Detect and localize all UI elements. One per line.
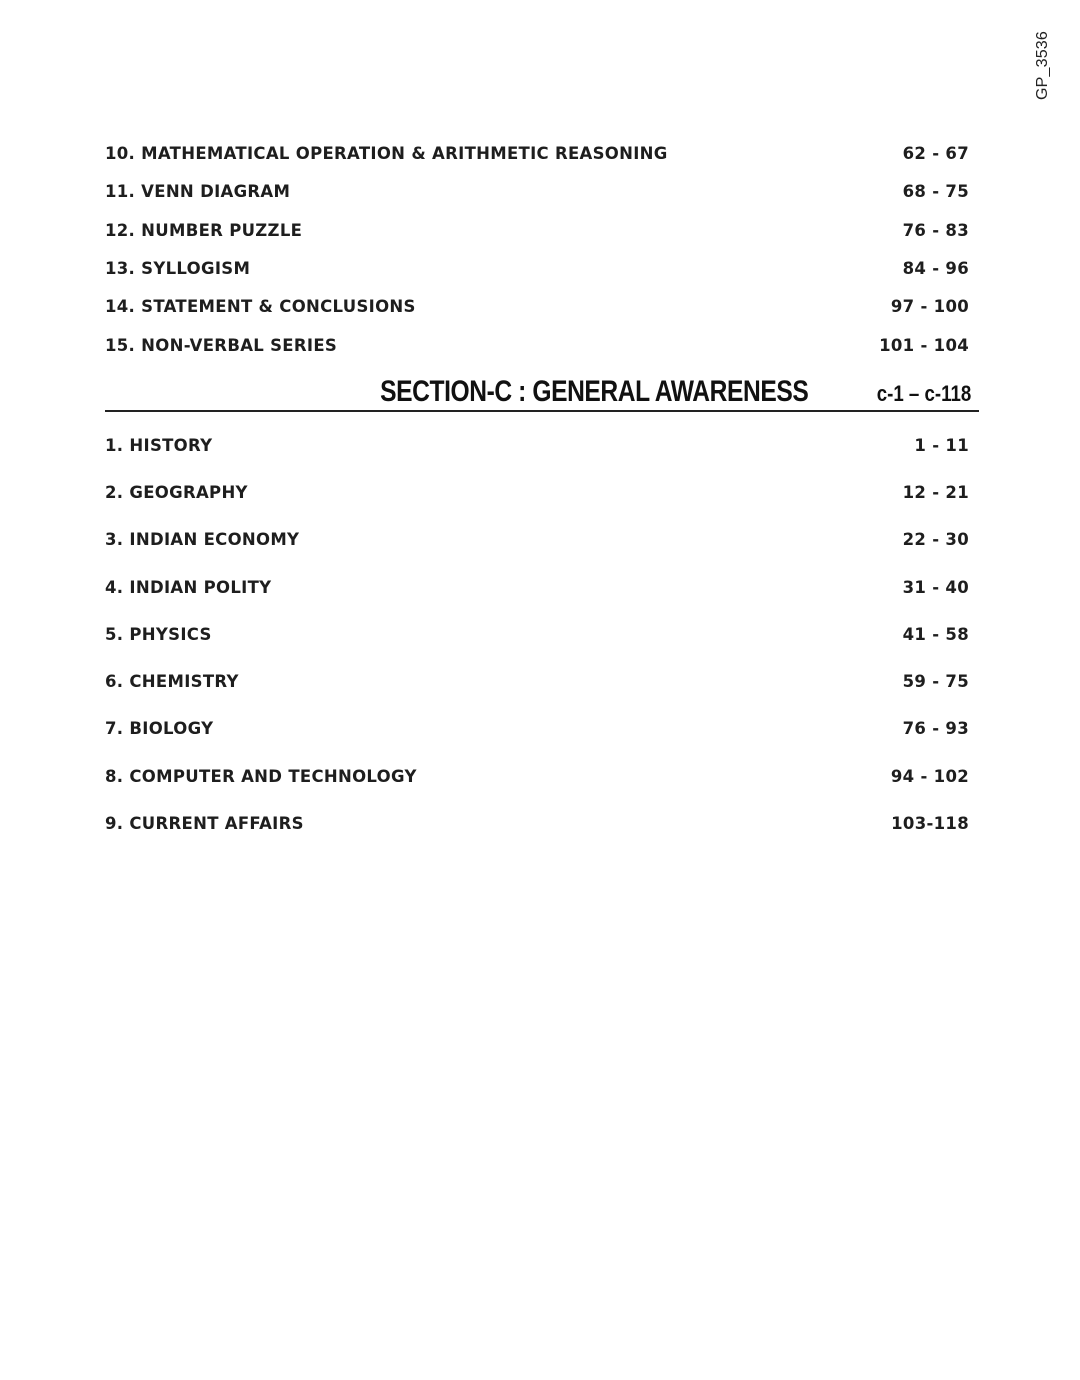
toc-entry-pages: 84 - 96	[902, 258, 969, 278]
toc-entry-pages: 68 - 75	[902, 181, 969, 201]
toc-entry-number-puzzle	[105, 218, 969, 242]
toc-entry-syllogism	[105, 256, 969, 280]
toc-entry-pages: 1 - 11	[914, 435, 969, 455]
toc-entry-pages: 76 - 83	[902, 220, 969, 240]
toc-entry-pages: 59 - 75	[902, 671, 969, 691]
toc-entry-pages: 97 - 100	[890, 296, 969, 316]
toc-entry-non-verbal-series	[105, 333, 969, 357]
toc-entry-pages: 12 - 21	[902, 482, 969, 502]
toc-entry-title: 5. PHYSICS	[105, 624, 212, 644]
document-code: GP_3536	[1034, 30, 1051, 100]
toc-entry-title: 2. GEOGRAPHY	[105, 482, 248, 502]
toc-entry-geography	[105, 480, 969, 504]
toc-entry-history	[105, 433, 969, 457]
toc-entry-title: 10. MATHEMATICAL OPERATION & ARITHMETIC REASONING	[105, 143, 668, 163]
toc-entry-title: 1. HISTORY	[105, 435, 213, 455]
toc-entry-statement-conclusions	[105, 294, 969, 318]
toc-entry-title: 9. CURRENT AFFAIRS	[105, 813, 304, 833]
toc-entry-venn-diagram	[105, 179, 969, 203]
toc-entry-pages: 94 - 102	[890, 766, 969, 786]
toc-entry-indian-economy	[105, 527, 969, 551]
toc-entry-title: 11. VENN DIAGRAM	[105, 181, 291, 201]
toc-entry-pages: 31 - 40	[902, 577, 969, 597]
toc-entry-pages: 22 - 30	[902, 529, 969, 549]
toc-entry-computer-technology	[105, 764, 969, 788]
section-title: SECTION-C : GENERAL AWARENESS	[380, 375, 809, 408]
toc-entry-biology	[105, 716, 969, 740]
toc-entry-indian-polity	[105, 575, 969, 599]
toc-entry-pages: 103-118	[891, 813, 969, 833]
toc-entry-title: 13. SYLLOGISM	[105, 258, 251, 278]
toc-entry-title: 8. COMPUTER AND TECHNOLOGY	[105, 766, 417, 786]
toc-entry-chemistry	[105, 669, 969, 693]
toc-entry-title: 6. CHEMISTRY	[105, 671, 239, 691]
toc-entry-title: 12. NUMBER PUZZLE	[105, 220, 303, 240]
toc-entry-title: 3. INDIAN ECONOMY	[105, 529, 300, 549]
toc-entry-current-affairs	[105, 811, 969, 835]
toc-entry-title: 15. NON-VERBAL SERIES	[105, 335, 338, 355]
toc-entry-pages: 62 - 67	[902, 143, 969, 163]
section-heading	[105, 374, 979, 412]
section-page-range: c-1 – c-118	[876, 381, 971, 406]
toc-entry-title: 7. BIOLOGY	[105, 718, 214, 738]
toc-entry-physics	[105, 622, 969, 646]
toc-entry-pages: 76 - 93	[902, 718, 969, 738]
toc-entry-mathematical-operation	[105, 141, 969, 165]
toc-entry-title: 4. INDIAN POLITY	[105, 577, 272, 597]
toc-entry-title: 14. STATEMENT & CONCLUSIONS	[105, 296, 416, 316]
toc-entry-pages: 41 - 58	[902, 624, 969, 644]
toc-entry-pages: 101 - 104	[879, 335, 969, 355]
